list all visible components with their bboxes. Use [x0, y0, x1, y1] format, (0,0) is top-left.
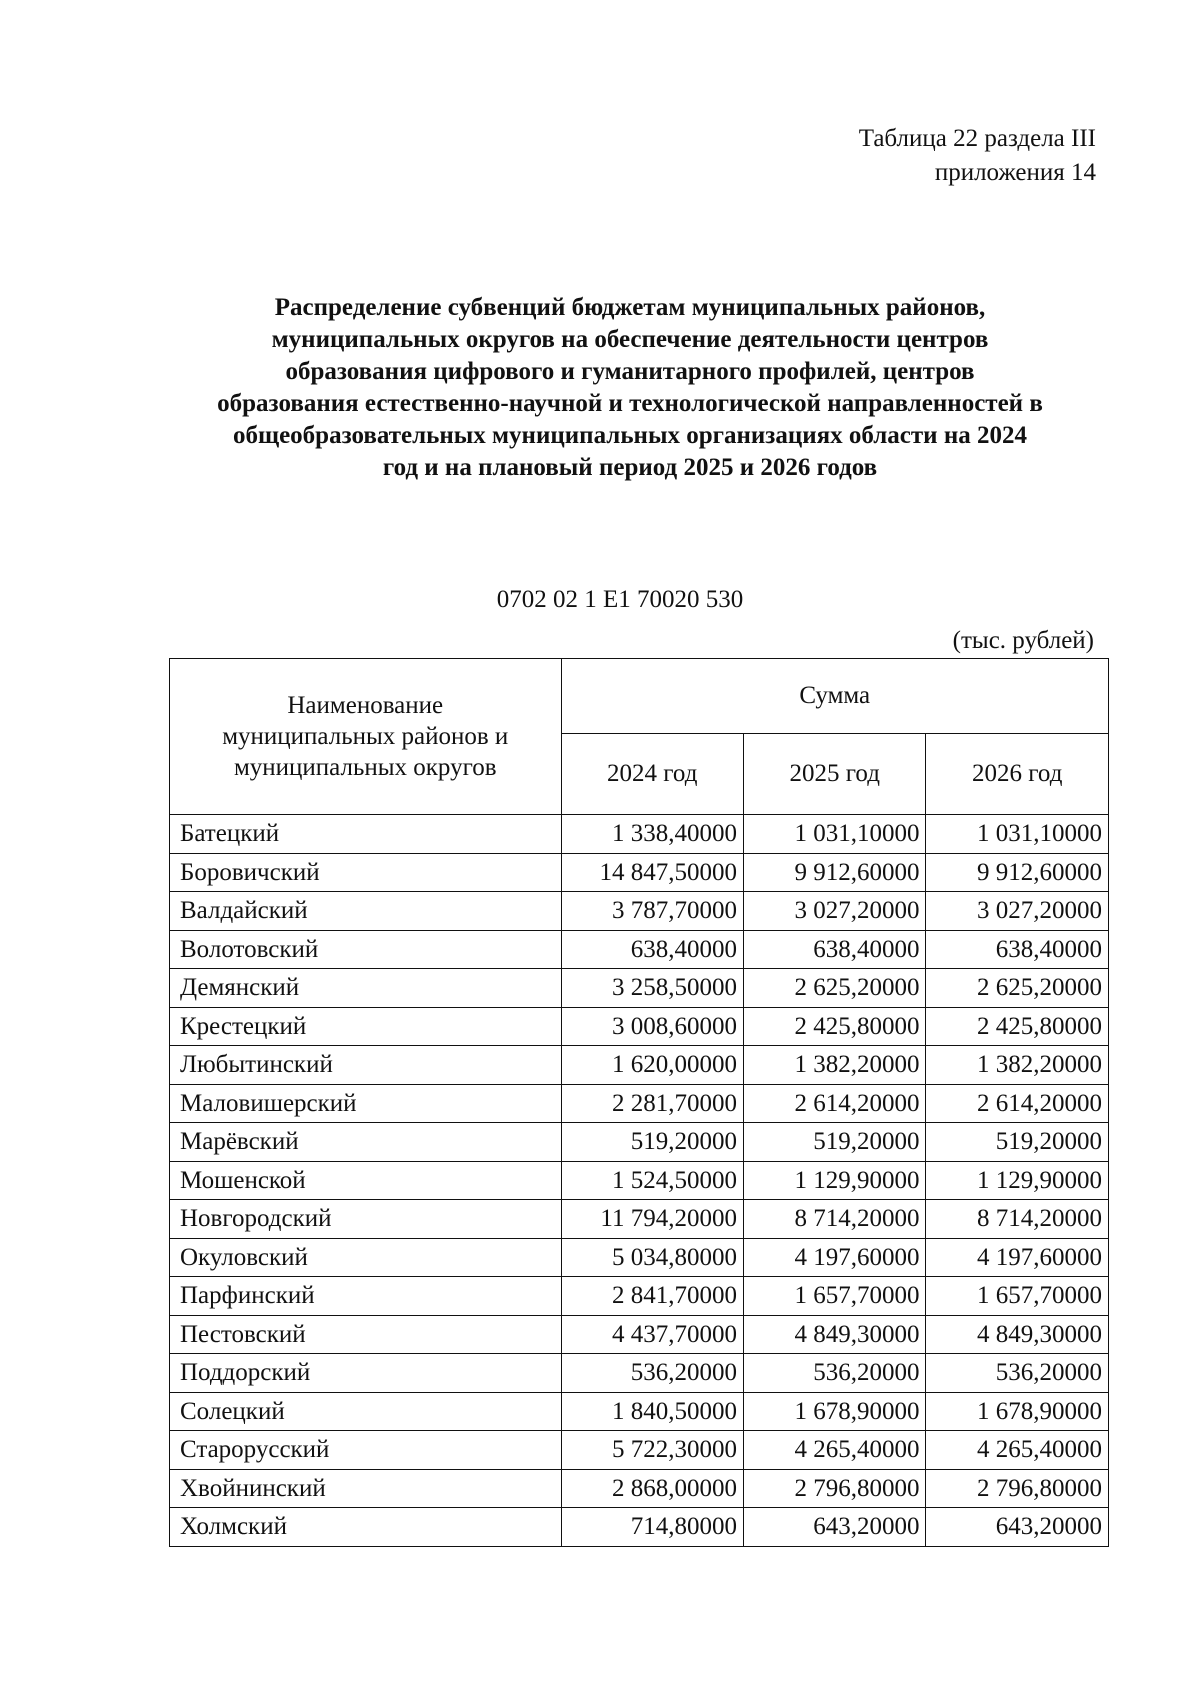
amount-2026-cell: 8 714,20000 — [926, 1200, 1109, 1239]
district-name-cell: Маловишерский — [170, 1084, 562, 1123]
table-row — [170, 1007, 1109, 1046]
amount-2026-cell: 2 614,20000 — [926, 1084, 1109, 1123]
district-name-cell: Парфинский — [170, 1277, 562, 1316]
document-title — [170, 292, 1090, 484]
amount-2024-cell: 2 841,70000 — [561, 1277, 743, 1316]
amount-2025-cell: 643,20000 — [743, 1508, 925, 1547]
amount-2026-cell: 1 031,10000 — [926, 815, 1109, 854]
column-header-sum: Сумма — [561, 659, 1109, 734]
amount-2025-cell: 2 625,20000 — [743, 969, 925, 1008]
column-header-2026: 2026 год — [926, 734, 1109, 815]
amount-2024-cell: 1 338,40000 — [561, 815, 743, 854]
district-name-cell: Крестецкий — [170, 1007, 562, 1046]
amount-2026-cell: 2 425,80000 — [926, 1007, 1109, 1046]
title-line: год и на плановый период 2025 и 2026 годов — [382, 454, 878, 481]
amount-2026-cell: 2 625,20000 — [926, 969, 1109, 1008]
district-name-cell: Новгородский — [170, 1200, 562, 1239]
amount-2024-cell: 1 620,00000 — [561, 1046, 743, 1085]
district-name-cell: Боровичский — [170, 853, 562, 892]
table-row — [170, 1084, 1109, 1123]
district-name-cell: Хвойнинский — [170, 1469, 562, 1508]
amount-2025-cell: 4 197,60000 — [743, 1238, 925, 1277]
table-row — [170, 1392, 1109, 1431]
amount-2025-cell: 1 031,10000 — [743, 815, 925, 854]
table-row — [170, 1200, 1109, 1239]
district-name-cell: Холмский — [170, 1508, 562, 1547]
table-row — [170, 1277, 1109, 1316]
table-row — [170, 1315, 1109, 1354]
column-header-name-line: муниципальных округов — [233, 754, 497, 781]
amount-2025-cell: 638,40000 — [743, 930, 925, 969]
table-row — [170, 1123, 1109, 1162]
amount-2024-cell: 3 787,70000 — [561, 892, 743, 931]
budget-classification-code: 0702 02 1 E1 70020 530 — [496, 586, 744, 613]
amount-2026-cell: 4 849,30000 — [926, 1315, 1109, 1354]
table-row — [170, 930, 1109, 969]
amount-2026-cell: 1 129,90000 — [926, 1161, 1109, 1200]
amount-2026-cell: 2 796,80000 — [926, 1469, 1109, 1508]
column-header-name-line: Наименование — [287, 692, 444, 719]
amount-2025-cell: 1 382,20000 — [743, 1046, 925, 1085]
amount-2024-cell: 4 437,70000 — [561, 1315, 743, 1354]
table-row — [170, 853, 1109, 892]
amount-2024-cell: 11 794,20000 — [561, 1200, 743, 1239]
table-row — [170, 1431, 1109, 1470]
amount-2024-cell: 5 722,30000 — [561, 1431, 743, 1470]
amount-2024-cell: 14 847,50000 — [561, 853, 743, 892]
amount-2026-cell: 638,40000 — [926, 930, 1109, 969]
district-name-cell: Солецкий — [170, 1392, 562, 1431]
amount-2025-cell: 9 912,60000 — [743, 853, 925, 892]
table-row — [170, 815, 1109, 854]
table-row — [170, 1469, 1109, 1508]
table-row — [170, 969, 1109, 1008]
amount-2026-cell: 1 678,90000 — [926, 1392, 1109, 1431]
amount-2025-cell: 1 129,90000 — [743, 1161, 925, 1200]
amount-2026-cell: 1 382,20000 — [926, 1046, 1109, 1085]
district-name-cell: Мошенской — [170, 1161, 562, 1200]
amount-2026-cell: 4 265,40000 — [926, 1431, 1109, 1470]
table-row — [170, 1161, 1109, 1200]
amount-2025-cell: 3 027,20000 — [743, 892, 925, 931]
amount-2025-cell: 2 614,20000 — [743, 1084, 925, 1123]
amount-2024-cell: 1 524,50000 — [561, 1161, 743, 1200]
subvention-table — [169, 658, 1109, 1547]
amount-2025-cell: 2 425,80000 — [743, 1007, 925, 1046]
title-line: общеобразовательных муниципальных организациях области на 2024 — [232, 422, 1027, 449]
table-row — [170, 1354, 1109, 1393]
table-reference — [859, 122, 1096, 190]
amount-2026-cell: 9 912,60000 — [926, 853, 1109, 892]
column-header-name-line: муниципальных районов и — [222, 723, 509, 750]
table-body — [170, 815, 1109, 1547]
title-line: муниципальных округов на обеспечение деятельности центров — [271, 326, 989, 353]
amount-2026-cell: 1 657,70000 — [926, 1277, 1109, 1316]
amount-2024-cell: 3 008,60000 — [561, 1007, 743, 1046]
amount-2024-cell: 519,20000 — [561, 1123, 743, 1162]
amount-2026-cell: 536,20000 — [926, 1354, 1109, 1393]
amount-2024-cell: 638,40000 — [561, 930, 743, 969]
table-row — [170, 1508, 1109, 1547]
amount-2026-cell: 519,20000 — [926, 1123, 1109, 1162]
amount-2025-cell: 8 714,20000 — [743, 1200, 925, 1239]
amount-2024-cell: 2 868,00000 — [561, 1469, 743, 1508]
amount-2026-cell: 643,20000 — [926, 1508, 1109, 1547]
amount-2025-cell: 1 657,70000 — [743, 1277, 925, 1316]
column-header-2025: 2025 год — [743, 734, 925, 815]
table-row — [170, 892, 1109, 931]
table-reference-line-2: приложения 14 — [934, 159, 1096, 186]
district-name-cell: Батецкий — [170, 815, 562, 854]
amount-2024-cell: 5 034,80000 — [561, 1238, 743, 1277]
district-name-cell: Поддорский — [170, 1354, 562, 1393]
table-reference-line-1: Таблица 22 раздела III — [858, 125, 1096, 152]
district-name-cell: Валдайский — [170, 892, 562, 931]
table-row — [170, 1046, 1109, 1085]
district-name-cell: Демянский — [170, 969, 562, 1008]
column-header-name — [170, 659, 562, 815]
amount-2024-cell: 536,20000 — [561, 1354, 743, 1393]
amount-2025-cell: 4 849,30000 — [743, 1315, 925, 1354]
amount-2026-cell: 3 027,20000 — [926, 892, 1109, 931]
district-name-cell: Старорусский — [170, 1431, 562, 1470]
district-name-cell: Пестовский — [170, 1315, 562, 1354]
column-header-2024: 2024 год — [561, 734, 743, 815]
table-row — [170, 1238, 1109, 1277]
title-line: образования естественно-научной и технологической направленностей в — [217, 390, 1043, 417]
title-line: Распределение субвенций бюджетам муниципальных районов, — [274, 294, 986, 321]
amount-2025-cell: 4 265,40000 — [743, 1431, 925, 1470]
district-name-cell: Окуловский — [170, 1238, 562, 1277]
amount-2026-cell: 4 197,60000 — [926, 1238, 1109, 1277]
district-name-cell: Волотовский — [170, 930, 562, 969]
amount-2024-cell: 714,80000 — [561, 1508, 743, 1547]
amount-2025-cell: 2 796,80000 — [743, 1469, 925, 1508]
amount-2025-cell: 519,20000 — [743, 1123, 925, 1162]
units-label: (тыс. рублей) — [952, 627, 1094, 654]
amount-2025-cell: 1 678,90000 — [743, 1392, 925, 1431]
amount-2024-cell: 3 258,50000 — [561, 969, 743, 1008]
district-name-cell: Марёвский — [170, 1123, 562, 1162]
amount-2025-cell: 536,20000 — [743, 1354, 925, 1393]
amount-2024-cell: 1 840,50000 — [561, 1392, 743, 1431]
district-name-cell: Любытинский — [170, 1046, 562, 1085]
amount-2024-cell: 2 281,70000 — [561, 1084, 743, 1123]
title-line: образования цифрового и гуманитарного профилей, центров — [285, 358, 975, 385]
